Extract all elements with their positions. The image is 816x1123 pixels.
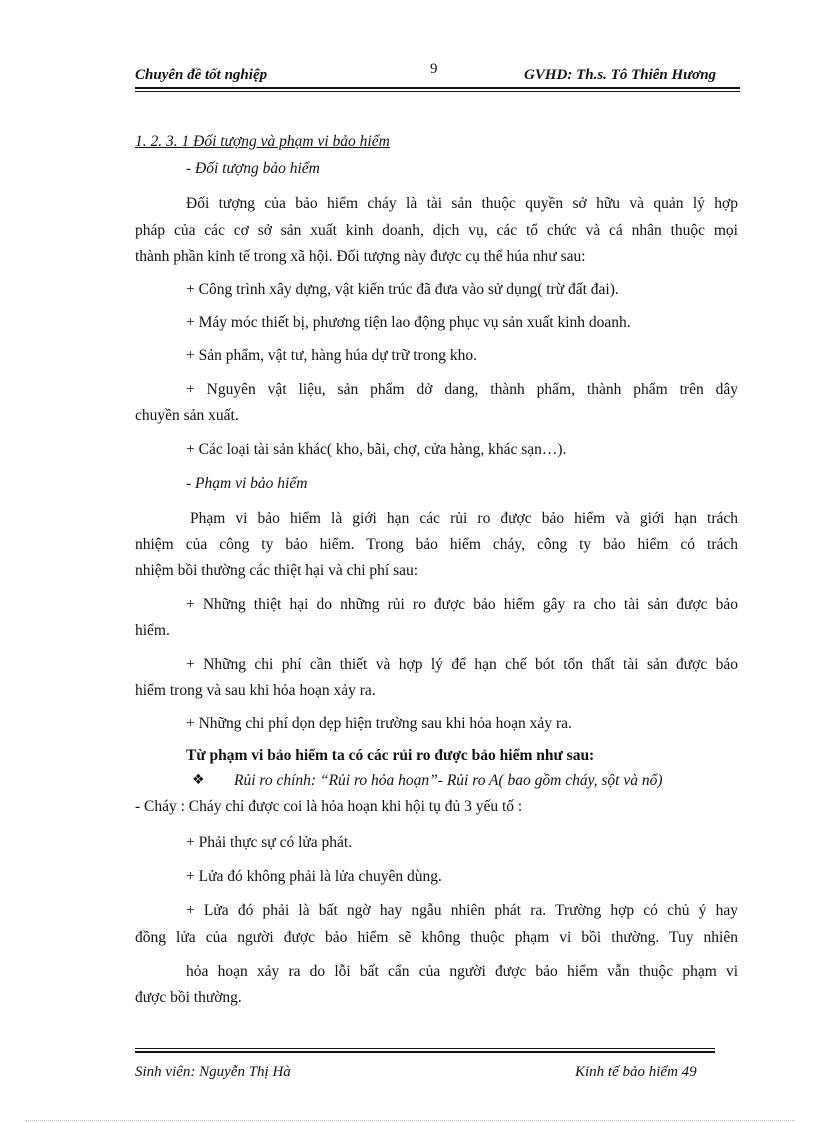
page-break-divider [25, 1120, 795, 1121]
list-item: + Những chi phí dọn dẹp hiện trường sau khi hỏa hoạn xảy ra. [186, 715, 572, 732]
list-item: + Máy móc thiết bị, phương tiện lao động phục vụ sản xuất kinh doanh. [186, 314, 631, 331]
fire-definition-line: - Cháy : Cháy chỉ được coi là hỏa hoạn khi hội tụ đủ 3 yếu tố : [135, 798, 523, 815]
para1-line3: thành phần kinh tế trong xã hội. Đối tượng này được cụ thể húa như sau: [135, 248, 586, 265]
document-body [0, 100, 816, 1020]
list-item: + Sản phẩm, vật tư, hàng húa dự trữ trong kho. [186, 347, 477, 364]
para2-line1: Phạm vi bảo hiểm là giới hạn các rủi ro được bảo hiểm và giới hạn trách [190, 510, 738, 527]
para1-line2: pháp của các cơ sở sản xuất kinh doanh, dịch vụ, các tổ chức và cá nhân thuộc mọi [135, 222, 738, 239]
para2-line2: nhiệm của công ty bảo hiểm. Trong bảo hiểm cháy, công ty bảo hiểm có trách [135, 536, 738, 553]
para3-line1: hỏa hoạn xảy ra do lỗi bất cẩn của người được bảo hiểm vẫn thuộc phạm vi [186, 963, 738, 980]
list-item: + Các loại tài sản khác( kho, bãi, chợ, cửa hàng, khác sạn…). [186, 441, 567, 458]
list-item-line1: + Nguyên vật liệu, sản phẩm dở dang, thành phẩm, thành phẩm trên dây [186, 381, 738, 398]
condition-item-line2: đồng lửa của người được bảo hiểm sẽ không thuộc phạm vi bồi thường. Tuy nhiên [135, 929, 738, 946]
page-header [0, 0, 816, 100]
header-rule-thick [135, 87, 740, 89]
list-item: + Công trình xây dựng, vật kiến trúc đã đưa vào sử dụng( trừ đất đai). [186, 281, 619, 298]
footer-left-student: Sinh viên: Nguyễn Thị Hà [135, 1064, 291, 1080]
risk-intro-bold: Từ phạm vi bảo hiểm ta có các rủi ro được bảo hiểm như sau: [186, 747, 595, 764]
page-footer [0, 1040, 816, 1123]
sub-heading-scope: - Phạm vi bảo hiểm [186, 475, 308, 492]
condition-item: + Phải thực sự có lửa phát. [186, 834, 353, 851]
diamond-bullet-icon: ❖ [192, 772, 205, 788]
footer-rule-thick [135, 1051, 715, 1053]
list-item-line1: + Những chi phí cần thiết và hợp lý để hạn chế bót tổn thất tài sản được bảo [186, 656, 738, 673]
para3-line2: được bồi thường. [135, 989, 242, 1006]
section-heading: 1. 2. 3. 1 Đối tượng và phạm vi bảo hiểm [135, 133, 390, 150]
list-item-line2: hiểm trong và sau khi hỏa hoạn xảy ra. [135, 682, 376, 699]
footer-rule-thin [135, 1048, 715, 1049]
list-item-line2: hiểm. [135, 622, 170, 639]
sub-heading-object: - Đối tượng bảo hiểm [186, 160, 320, 177]
header-right-title: GVHD: Th.s. Tô Thiên Hương [524, 67, 717, 83]
header-rule-thin [135, 91, 740, 92]
condition-item: + Lửa đó không phải là lửa chuyên dùng. [186, 868, 442, 885]
header-left-title: Chuyên đề tốt nghiệp [135, 67, 268, 83]
footer-right-class: Kinh tế bảo hiểm 49 [575, 1064, 697, 1080]
main-risk-line: Rủi ro chính: “Rủi ro hỏa hoạn”- Rủi ro A( bao gồm cháy, sột và nổ) [234, 772, 663, 789]
para2-line3: nhiệm bồi thường các thiệt hại và chi phí sau: [135, 562, 419, 579]
condition-item-line1: + Lửa đó phải là bất ngờ hay ngẫu nhiên phát ra. Trường hợp có chủ ý hay [186, 902, 738, 919]
list-item-line2: chuyền sản xuất. [135, 407, 239, 424]
para1-line1: Đối tượng của bảo hiểm cháy là tài sản thuộc quyền sở hữu và quản lý hợp [186, 195, 738, 212]
list-item-line1: + Những thiệt hại do những rủi ro được bảo hiểm gây ra cho tài sản được bảo [186, 596, 738, 613]
page-number: 9 [430, 61, 438, 77]
